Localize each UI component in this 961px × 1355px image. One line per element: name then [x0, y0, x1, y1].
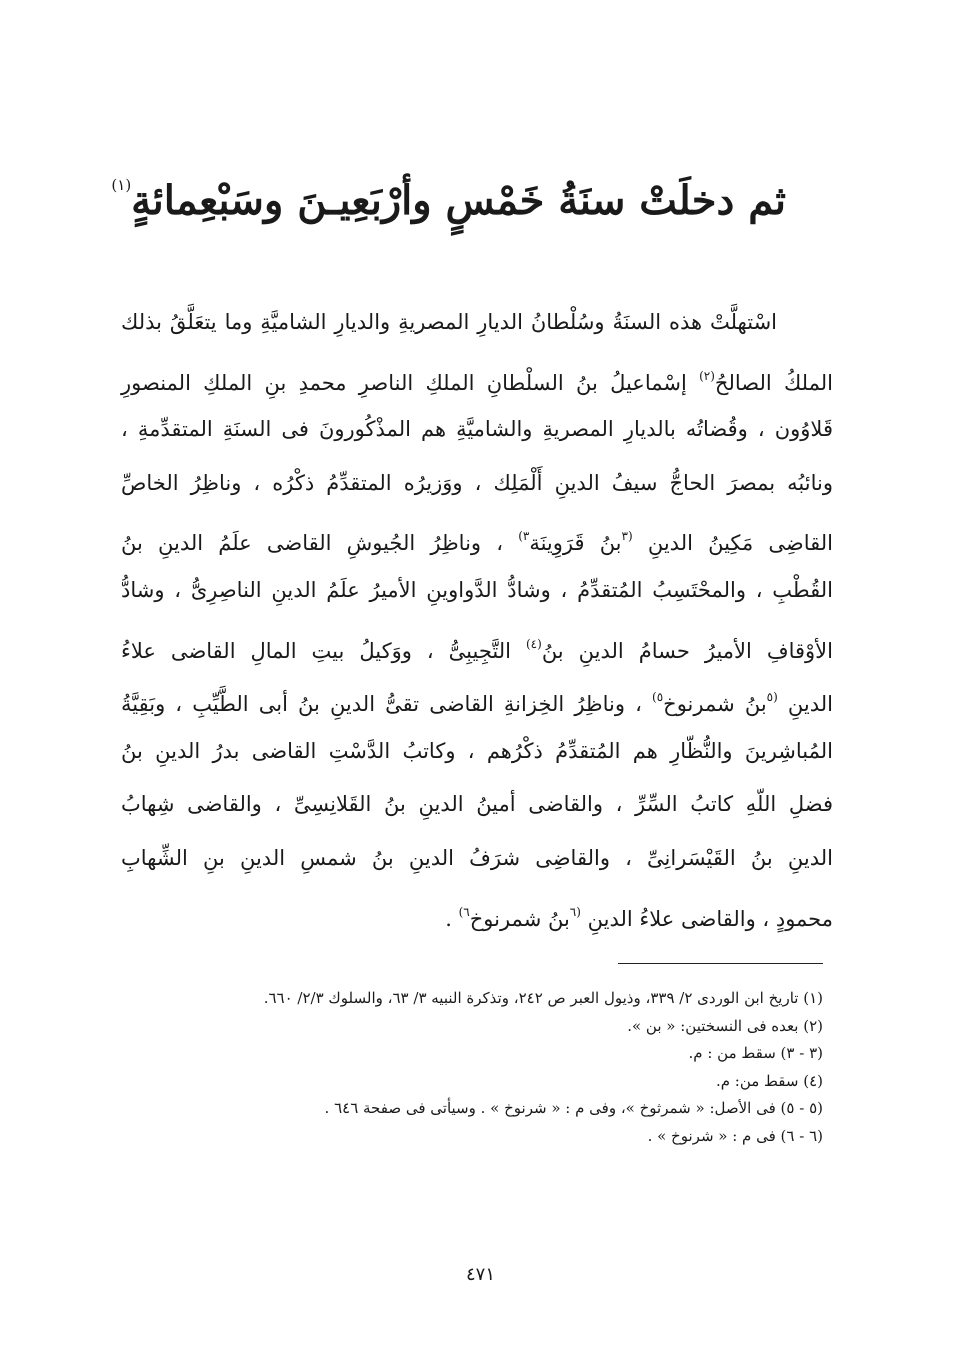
- text-segment: ، وناظِرُ الخِزانةِ القاضى تقىُّ الدينِ بنُ أبى الطَّيِّبِ ، وبَقِيَّةُ: [121, 692, 653, 717]
- footnote: (١) تاريخ ابن الوردى ٢/ ٣٣٩، وذيول العبر ص ٢٤٢، وتذكرة النبيه ٣/ ٦٣، والسلوك ٢/٣/ ٦٦٠.: [263, 989, 823, 1007]
- page-number: ٤٧١: [465, 1264, 495, 1285]
- text-segment: ، وناظِرُ الجُيوشِ القاضى علَمُ الدينِ بنُ: [121, 531, 519, 556]
- text-line: [121, 725, 833, 779]
- text-line: [121, 350, 833, 404]
- note-ref: (٦: [569, 904, 581, 919]
- footnotes: [83, 985, 823, 1150]
- text-segment: الأوْقافِ الأميرُ حسامُ الدينِ بنُ: [541, 638, 833, 663]
- text-line: [121, 510, 833, 564]
- text-line: [121, 564, 833, 618]
- text-line: [121, 296, 777, 350]
- year-heading: [111, 140, 786, 246]
- footnote: (٤) سقط من: م.: [715, 1071, 823, 1090]
- text-segment: الدينِ: [777, 692, 834, 717]
- note-ref: (٤): [525, 636, 542, 651]
- note-ref: (٥: [766, 690, 778, 705]
- footnote: (٥ - ٥) فى الأصل: « شمرثوخ »، وفى م : « شرنوخ » . وسيأتى فى صفحة ٦٤٦ .: [324, 1099, 823, 1117]
- footnote: (٢) بعده فى النسختين: « بن ».: [627, 1016, 823, 1035]
- text-segment: اسْتهلَّتْ هذه السنَةُ وسُلْطانُ الديارِ المصريةِ والديارِ الشاميَّةِ وما يتعَلَّقُ بذلك: [121, 310, 777, 334]
- text-segment: القاضِى مَكِينُ الدينِ: [632, 531, 834, 556]
- main-text: [121, 296, 833, 939]
- note-ref: (٣: [621, 529, 633, 544]
- text-line: [121, 778, 833, 832]
- heading-text: ثم دخلَتْ سنَةُ خَمْسٍ وأرْبَعِيـنَ وسَبْعِمائةٍ: [131, 177, 786, 224]
- footnote-divider: [618, 963, 823, 964]
- text-segment: قَلاوُون ، وقُضاتُه بالديارِ المصريةِ والشاميَّةِ هم المذْكُورونَ فى السنَةِ المتقدِّمةِ ،: [121, 417, 833, 442]
- text-segment: الملكُ الصالحُ: [714, 370, 833, 395]
- text-line: [121, 886, 833, 940]
- text-segment: ونائبُه بمصرَ الحاجُّ سيفُ الدينِ أَلْمَلِك ، ووَزيرُه المتقدِّمُ ذكْرُه ، وناظِرُ الخاصِّ: [121, 470, 833, 495]
- text-line: [121, 457, 833, 511]
- text-line: [121, 403, 833, 457]
- text-segment: بنُ شمرنوخ: [663, 692, 767, 717]
- text-segment: محمودٍ ، والقاضى علاءُ الدينِ: [580, 906, 833, 931]
- text-line: [121, 618, 833, 672]
- text-line: [121, 832, 833, 886]
- text-segment: بنُ شمرنوخ: [469, 906, 570, 931]
- text-segment: بنُ قَرَوِينَة: [529, 531, 622, 556]
- text-segment: التَّجِيبِىُّ ، ووَكيلُ بيتِ المالِ القاضى علاءُ: [121, 638, 526, 663]
- footnote: (٣ - ٣) سقط من : م.: [688, 1044, 823, 1062]
- text-segment: الدينِ بنُ القَيْسَرانِىِّ ، والقاضِى شرَفُ الدينِ بنُ شمسِ الدينِ بنِ الشِّهابِ: [121, 845, 833, 870]
- text-segment: .: [445, 906, 459, 931]
- text-line: [121, 671, 833, 725]
- note-ref: (٢): [699, 368, 715, 383]
- text-segment: المُباشِرينَ والنُّظّارِ هم المُتقدِّمُ ذكْرُهم ، وكاتبُ الدَّسْتِ القاضى بدرُ الدينِ بنُ: [121, 738, 833, 763]
- note-ref: ٥): [652, 690, 664, 705]
- footnote: (٦ - ٦) فى م : « شرنوخ » .: [647, 1126, 823, 1145]
- note-ref: ٣): [518, 529, 530, 544]
- heading-note-ref: (١): [111, 176, 132, 194]
- text-segment: فضلِ اللّهِ كاتبُ السِّرِّ ، والقاضى أمينُ الدينِ بنُ القَلانِسِىِّ ، والقاضى شِهابُ: [121, 792, 833, 817]
- text-segment: إسْماعيلُ بنُ السلْطانِ الملكِ الناصرِ محمدِ بنِ الملكِ المنصورِ: [121, 370, 700, 395]
- note-ref: ٦): [458, 904, 470, 919]
- text-segment: القُطْبِ ، والمحْتَسِبُ المُتقدِّمُ ، وشادُّ الدَّواوينِ الأميرُ علَمُ الدينِ الناصِرِىُّ ، وشادُّ: [121, 577, 833, 602]
